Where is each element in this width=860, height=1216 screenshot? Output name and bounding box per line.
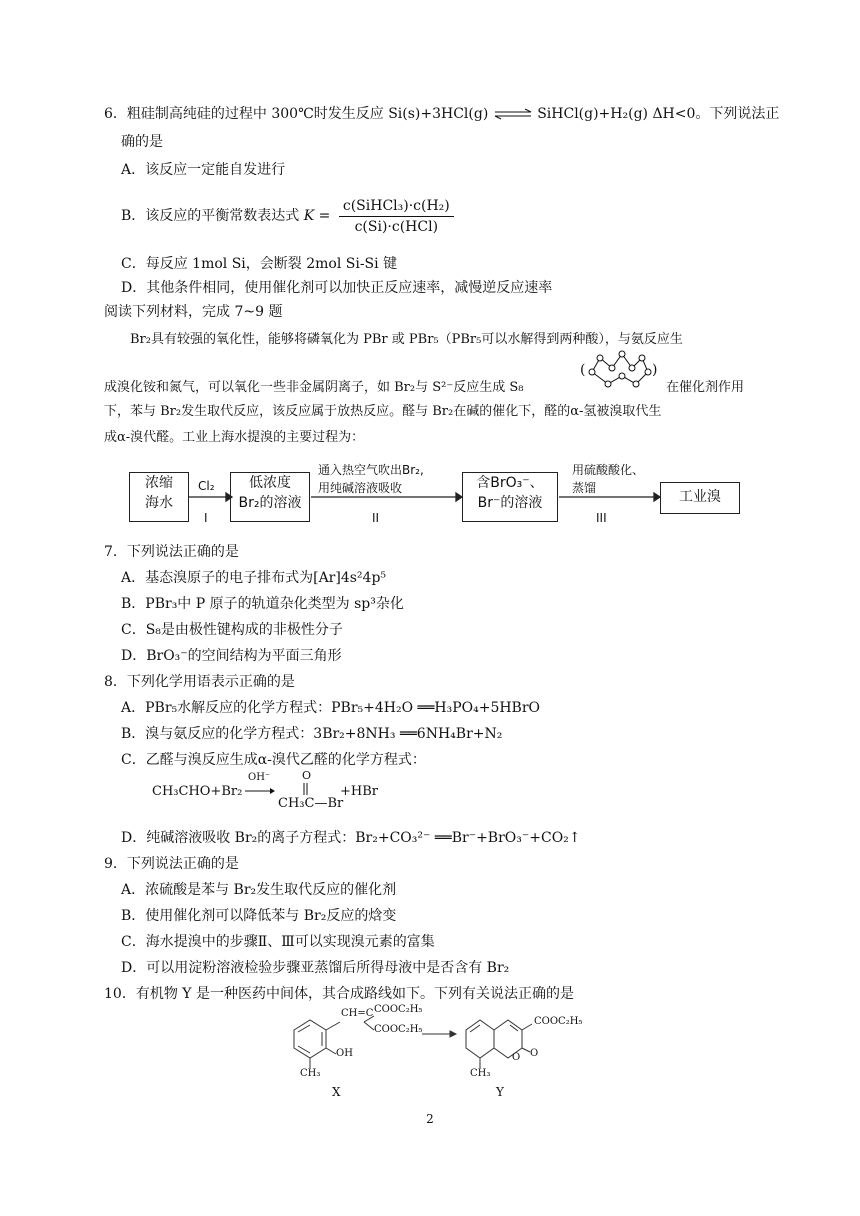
flow-arrow2-label1: 通入热空气吹出Br₂, <box>318 463 424 477</box>
flow-box-bromate-line1: 含BrO₃⁻、 <box>476 475 544 491</box>
x-hydroxyl-group: OH <box>336 1048 353 1059</box>
compound-y-label: Y <box>496 1085 504 1099</box>
q9-option-b: B．使用催化剂可以降低苯与 Br₂反应的焓变 <box>121 908 397 924</box>
q7-option-a: A．基态溴原子的电子排布式为[Ar]4s²4p⁵ <box>121 570 387 586</box>
flow-box-industrial-bromine: 工业溴 <box>660 482 740 514</box>
reading-paragraph-line3: 下，苯与 Br₂发生取代反应，该反应属于放热反应。醛与 Br₂在碱的催化下，醛的α-氢被溴取代生 <box>104 404 662 419</box>
q6-stem-line2: 确的是 <box>121 134 163 150</box>
flow-box-bromate-line2: Br⁻的溶液 <box>477 495 543 511</box>
compound-x-benzene-ring <box>294 1016 374 1068</box>
q9-option-d: D．可以用淀粉溶液检验步骤亚蒸馏后所得母液中是否含有 Br₂ <box>121 960 510 976</box>
flow-arrow-2-icon <box>311 493 462 501</box>
flow-box-seawater-line2: 海水 <box>145 495 173 511</box>
equilibrium-constant-symbol: K <box>303 208 315 224</box>
reading-paragraph-line2: 成溴化铵和氮气，可以氧化一些非金属阴离子，如 Br₂与 S²⁻反应生成 S₈ <box>104 380 524 395</box>
flow-arrow3-label1: 用硫酸酸化、 <box>572 463 645 477</box>
q8-c-equation-product: CH₃C—Br <box>278 796 344 811</box>
compound-x-label: X <box>332 1085 341 1099</box>
q8-c-equation-left: CH₃CHO+Br₂ <box>152 784 243 799</box>
flow-box-low-conc-line2: Br₂的溶液 <box>238 495 302 511</box>
reaction-arrow-icon <box>244 786 276 796</box>
flow-arrow2-label2: 用纯碱溶液吸收 <box>318 481 403 495</box>
q6-option-b-text: B．该反应的平衡常数表达式 <box>121 208 300 224</box>
q8-c-equation-catalyst: OH⁻ <box>248 772 271 783</box>
compound-y-coumarin-rings <box>466 1020 532 1068</box>
q8-option-a: A．PBr₅水解反应的化学方程式：PBr₅+4H₂O ══H₃PO₄+5HBrO <box>121 700 541 716</box>
flow-arrow1-reagent: Cl₂ <box>198 479 215 493</box>
flow-arrow-1-icon <box>189 493 232 501</box>
flow-arrow3-label2: 蒸馏 <box>572 481 597 495</box>
svg-text:): ) <box>652 362 658 378</box>
q9-option-a: A．浓硫酸是苯与 Br₂发生取代反应的催化剂 <box>121 882 397 898</box>
x-methyl-group: CH₃ <box>300 1068 321 1079</box>
fraction-numerator: c(SiHCl₃)·c(H₂) <box>339 197 454 217</box>
q8-c-equation-oxygen: O <box>302 769 312 782</box>
q9-stem: 9．下列说法正确的是 <box>104 856 239 872</box>
flow-arrow-3-icon <box>559 493 660 501</box>
q8-stem: 8．下列化学用语表示正确的是 <box>104 674 295 690</box>
q8-option-c: C．乙醛与溴反应生成α-溴代乙醛的化学方程式： <box>121 752 426 768</box>
q6-stem-part1: 6．粗硅制高纯硅的过程中 300℃时发生反应 Si(s)+3HCl(g) <box>104 106 489 122</box>
flow-arrow1-step: I <box>204 511 208 525</box>
fraction-denominator: c(Si)·c(HCl) <box>354 218 439 235</box>
q8-c-equation-right: +HBr <box>340 784 378 799</box>
q7-option-c: C．S₈是由极性键构成的非极性分子 <box>121 622 343 638</box>
page-number: 2 <box>426 1112 434 1126</box>
synthesis-arrow-icon <box>422 1031 456 1037</box>
y-methyl-group: CH₃ <box>470 1068 491 1079</box>
x-ester-group-2: COOC₂H₅ <box>374 1024 423 1035</box>
q6-option-b: B．该反应的平衡常数表达式 K = $\frac{\text{c(SiHCl₃)·c(H₂)}}{\text{c(Si)·c(HCl)}}$ <box>121 196 454 236</box>
y-ester-group: COOC₂H₅ <box>534 1016 583 1027</box>
flow-box-low-conc-line1: 低浓度 <box>249 475 291 491</box>
q7-option-d: D．BrO₃⁻的空间结构为平面三角形 <box>121 648 342 664</box>
q7-option-b: B．PBr₃中 P 原子的轨道杂化类型为 sp³杂化 <box>121 596 404 612</box>
q8-option-d: D．纯碱溶液吸收 Br₂的离子方程式：Br₂+CO₃²⁻ ══Br⁻+BrO₃⁻+CO₂↑ <box>121 830 581 846</box>
svg-text:(: ( <box>580 362 586 378</box>
flow-arrow3-step: III <box>596 511 607 525</box>
reading-paragraph-line1: Br₂具有较强的氧化性，能够将磷氧化为 PBr 或 PBr₅（PBr₅可以水解得到两种酸），与氨反应生 <box>130 332 683 347</box>
q6-option-a: A．该反应一定能自发进行 <box>121 162 286 178</box>
q6-option-d: D．其他条件相同，使用催化剂可以加快正反应速率，减慢逆反应速率 <box>121 280 553 296</box>
x-ester-group-1: COOC₂H₅ <box>374 1004 423 1015</box>
q6-stem-part2: SiHCl(g)+H₂(g) ΔH<0。下列说法正 <box>537 106 780 122</box>
reading-paragraph-line4: 成α-溴代醛。工业上海水提溴的主要过程为： <box>104 430 365 445</box>
q6-option-c: C．每反应 1mol Si，会断裂 2mol Si-Si 键 <box>121 256 398 272</box>
q9-option-c: C．海水提溴中的步骤Ⅱ、Ⅲ可以实现溴元素的富集 <box>121 934 435 950</box>
flow-box-seawater-line1: 浓缩 <box>145 475 173 491</box>
q10-stem: 10．有机物 Y 是一种医药中间体，其合成路线如下。下列有关说法正确的是 <box>104 986 574 1002</box>
y-ring-oxygen: O <box>512 1052 521 1063</box>
reading-paragraph-line2-end: 在催化剂作用 <box>666 380 745 395</box>
reading-intro: 阅读下列材料，完成 7~9 题 <box>104 304 283 320</box>
q7-stem: 7．下列说法正确的是 <box>104 544 239 560</box>
q8-option-b: B．溴与氨反应的化学方程式：3Br₂+8NH₃ ══6NH₄Br+N₂ <box>121 726 503 742</box>
y-carbonyl-oxygen: O <box>530 1048 539 1059</box>
x-ch-group: CH=C <box>341 1008 374 1019</box>
flow-arrow2-step: II <box>372 511 380 525</box>
